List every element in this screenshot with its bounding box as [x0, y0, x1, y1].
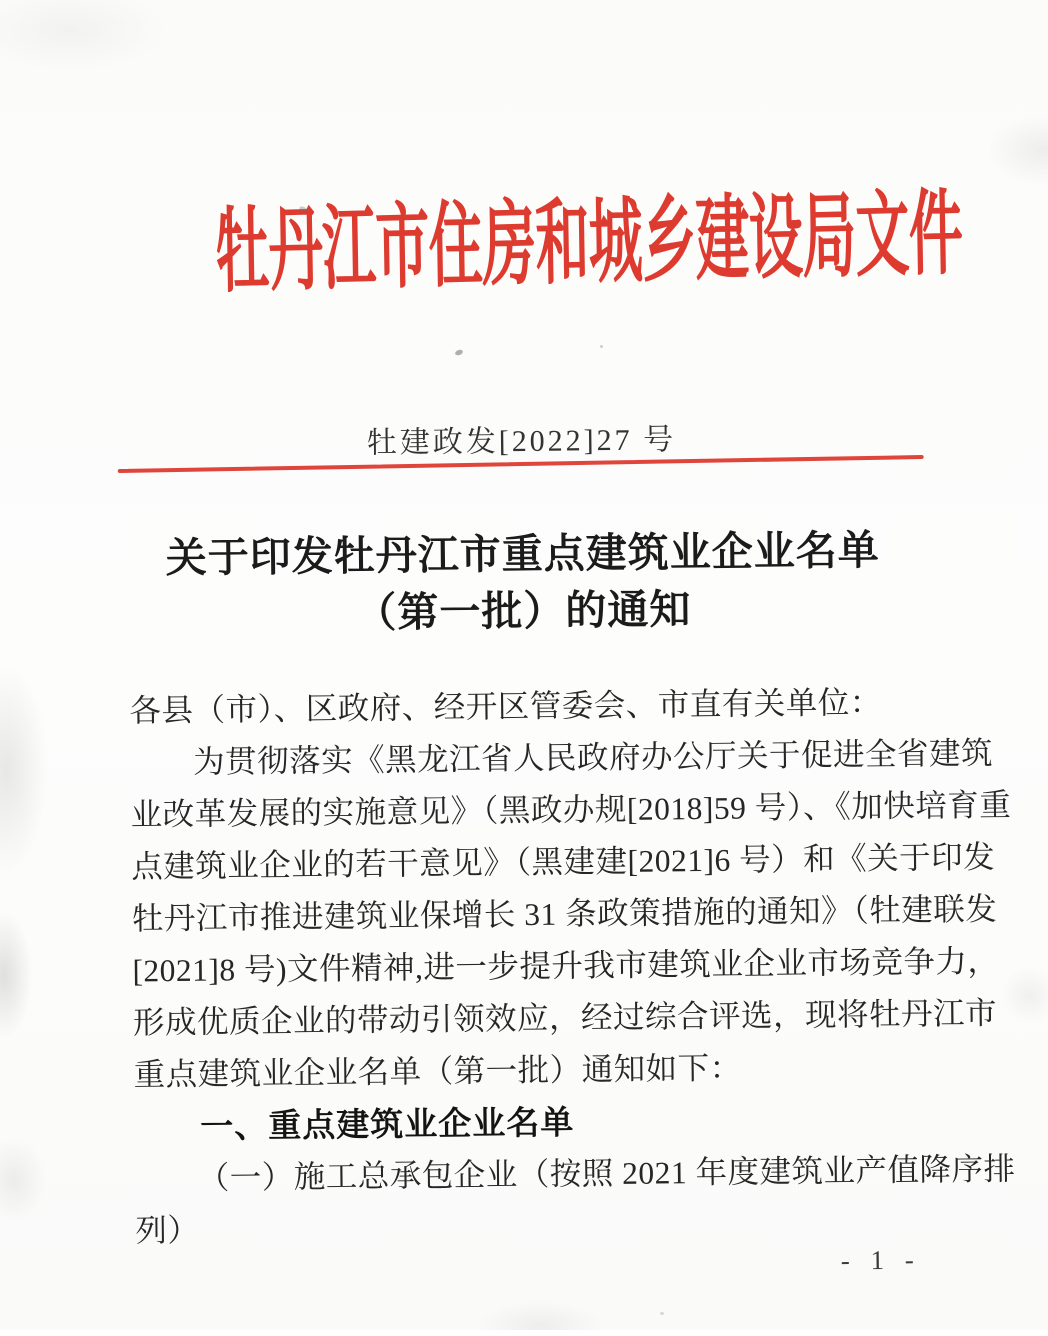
page-number: - 1 -	[840, 1244, 921, 1276]
salutation-line: 各县（市）、区政府、经开区管委会、市直有关单位：	[129, 684, 882, 729]
body-line: 业改革发展的实施意见》（黑政办规[2018]59 号）、《加快培育重	[130, 787, 1012, 833]
body-line: 点建筑业企业的若干意见》（黑建建[2021]6 号）和《关于印发	[131, 839, 996, 885]
document-title-line1: 关于印发牡丹江市重点建筑业企业名单	[165, 526, 880, 582]
document-number: 牡建政发[2022]27 号	[366, 423, 677, 460]
body-text	[129, 676, 1016, 1257]
subsection-line-continued: 列）	[135, 1212, 200, 1249]
agency-header-title: 牡丹江市住房和城乡建设局文件	[214, 183, 964, 305]
body-line: 重点建筑业企业名单（第一批）通知如下：	[133, 1050, 742, 1093]
body-line: [2021]8 号)文件精神,进一步提升我市建筑业企业市场竞争力，	[132, 943, 1000, 989]
document-title-line2: （第一批）的通知	[355, 586, 692, 636]
document-title	[0, 520, 1048, 646]
section-heading: 一、重点建筑业企业名单	[200, 1103, 575, 1145]
subsection-line: （一）施工总承包企业（按照 2021 年度建筑业产值降序排	[197, 1151, 1016, 1196]
body-line: 形成优质企业的带动引领效应，经过综合评选，现将牡丹江市	[132, 995, 998, 1041]
body-line: 为贯彻落实《黑龙江省人民政府办公厅关于促进全省建筑	[192, 735, 994, 780]
body-line: 牡丹江市推进建筑业保增长 31 条政策措施的通知》（牡建联发	[131, 891, 998, 937]
